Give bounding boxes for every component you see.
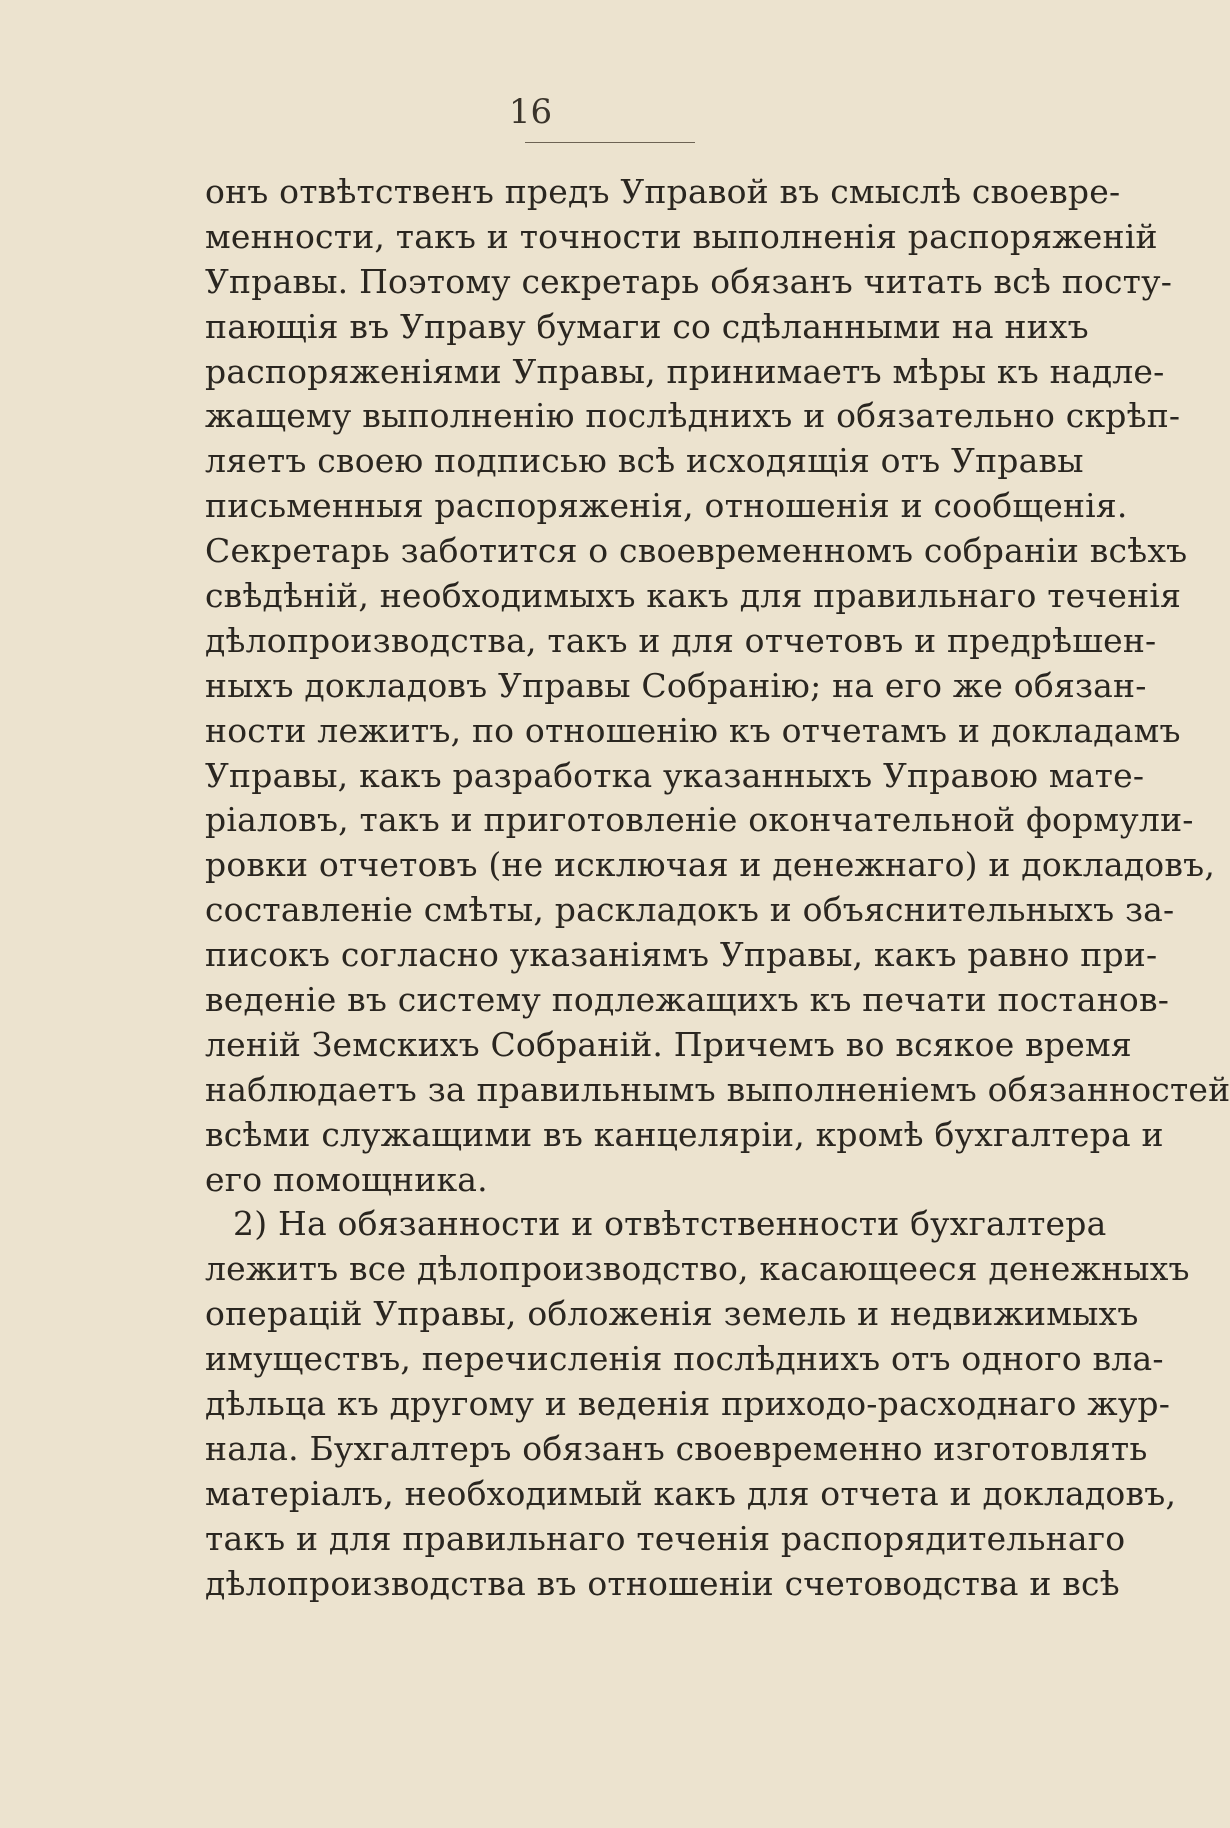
text-line: ныхъ докладовъ Управы Собранію; на его же обязан- <box>205 665 1147 705</box>
text-line: дѣлопроизводства, такъ и для отчетовъ и предрѣшен- <box>205 620 1157 660</box>
text-line: имуществъ, перечисленія послѣднихъ отъ одного вла- <box>205 1339 1164 1379</box>
text-line: Управы, какъ разработка указанныхъ Управою мате- <box>205 755 1145 795</box>
text-line: нала. Бухгалтеръ обязанъ своевременно изготовлять <box>205 1428 1148 1468</box>
text-line: 2) На обязанности и отвѣтственности бухгалтера <box>233 1204 1107 1244</box>
text-line: менности, такъ и точности выполненія распоряженій <box>205 216 1158 256</box>
text-line: всѣми служащими въ канцеляріи, кромѣ бухгалтера и <box>205 1114 1164 1154</box>
text-line: Секретарь заботится о своевременномъ собраніи всѣхъ <box>205 531 1188 571</box>
text-line: лежитъ все дѣлопроизводство, касающееся денежныхъ <box>205 1249 1190 1289</box>
text-line: леній Земскихъ Собраній. Причемъ во всякое время <box>205 1024 1132 1064</box>
body-text <box>205 170 1230 1607</box>
text-line: ровки отчетовъ (не исключая и денежнаго) и докладовъ, <box>205 845 1216 885</box>
text-line: его помощника. <box>205 1159 488 1199</box>
text-line: дѣльца къ другому и веденія приходо-расходнаго жур- <box>205 1384 1171 1424</box>
text-line: распоряженіями Управы, принимаетъ мѣры къ надле- <box>205 351 1165 391</box>
text-line: писокъ согласно указаніямъ Управы, какъ равно при- <box>205 935 1158 975</box>
text-line: такъ и для правильнаго теченія распорядительнаго <box>205 1518 1126 1558</box>
text-line: наблюдаетъ за правильнымъ выполненіемъ обязанностей <box>205 1069 1230 1109</box>
text-line: письменныя распоряженія, отношенія и сообщенія. <box>205 486 1128 526</box>
text-line: дѣлопроизводства въ отношеніи счетоводства и всѣ <box>205 1563 1120 1603</box>
text-line: ности лежитъ, по отношенію къ отчетамъ и докладамъ <box>205 710 1181 750</box>
text-line: онъ отвѣтственъ предъ Управой въ смыслѣ своевре- <box>205 172 1121 211</box>
text-line: жащему выполненію послѣднихъ и обязательно скрѣп- <box>205 396 1181 436</box>
text-line: веденіе въ систему подлежащихъ къ печати постанов- <box>205 980 1170 1020</box>
text-line: матеріалъ, необходимый какъ для отчета и докладовъ, <box>205 1473 1177 1513</box>
text-line: Управы. Поэтому секретарь обязанъ читать всѣ посту- <box>205 261 1173 301</box>
page-number: 16 <box>508 92 553 132</box>
text-line: составленіе смѣты, раскладокъ и объяснительныхъ за- <box>205 890 1175 930</box>
text-line: пающія въ Управу бумаги со сдѣланными на нихъ <box>205 306 1089 346</box>
text-line: операцій Управы, обложенія земель и недвижимыхъ <box>205 1294 1139 1334</box>
text-line: свѣдѣній, необходимыхъ какъ для правильнаго теченія <box>205 576 1182 616</box>
text-line: ріаловъ, такъ и приготовленіе окончательной формули- <box>205 800 1194 840</box>
text-line: ляетъ своею подписью всѣ исходящія отъ Управы <box>205 441 1084 481</box>
header-rule <box>525 142 695 143</box>
